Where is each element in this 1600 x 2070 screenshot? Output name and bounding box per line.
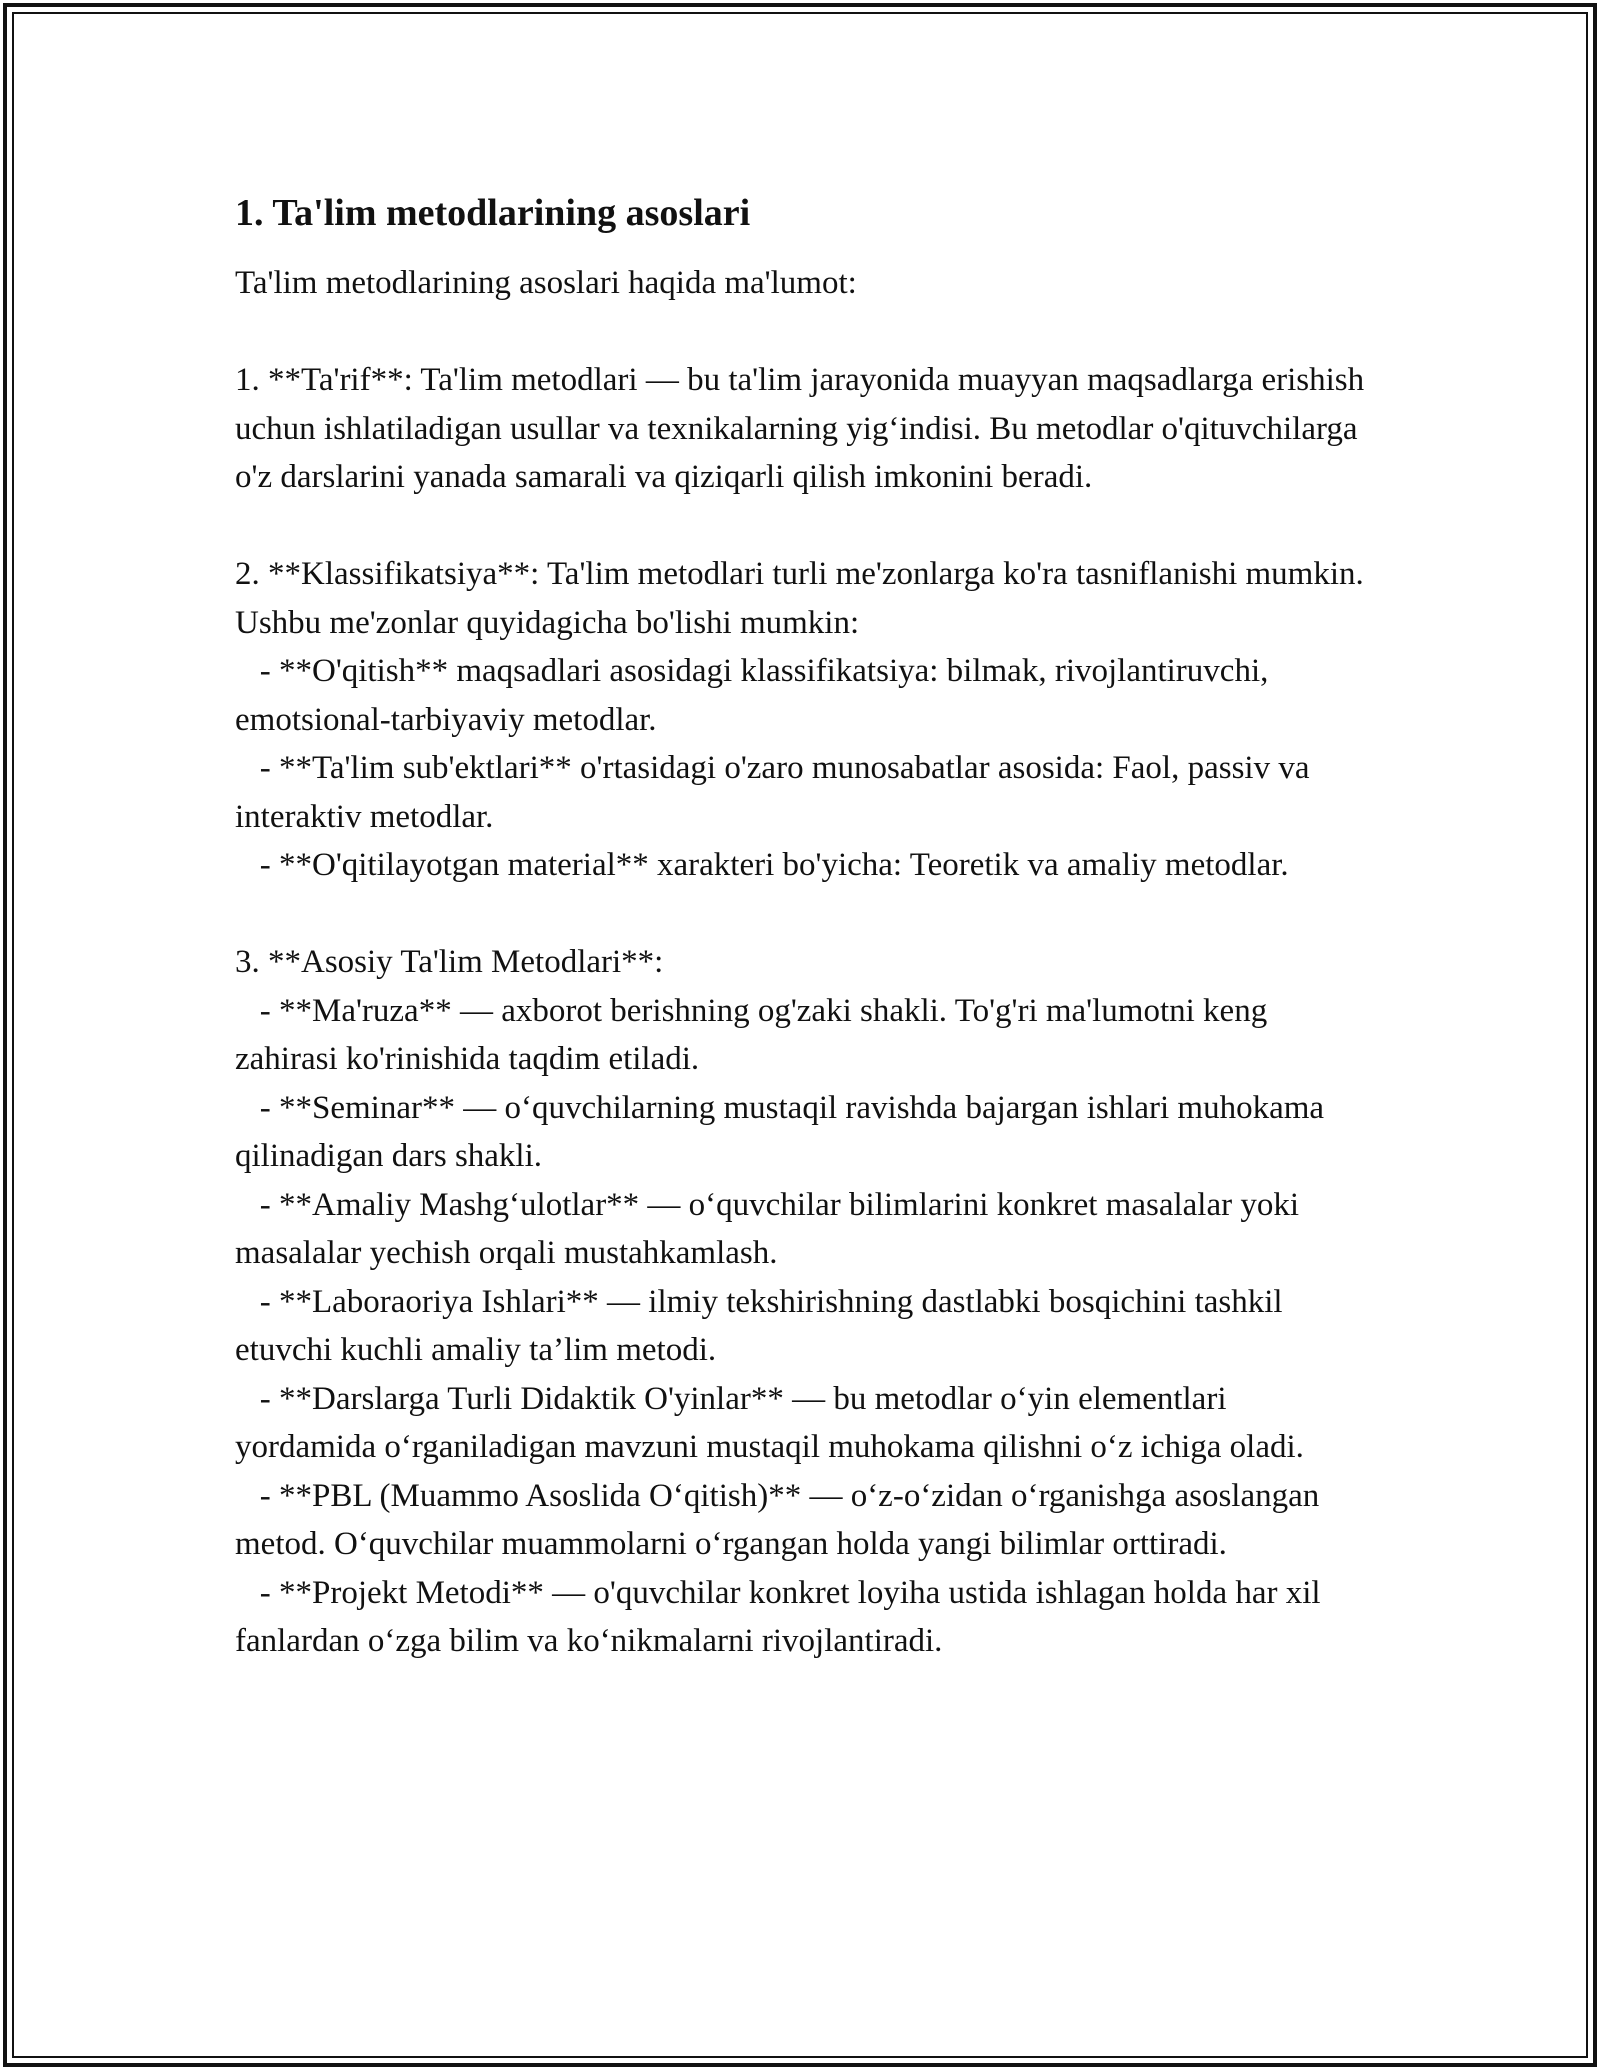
spacer [235, 308, 1365, 357]
section-2-text: 2. **Klassifikatsiya**: Ta'lim metodlari turli me'zonlarga ko'ra tasniflanishi mumkin. Ushbu me'zonlar quyidagicha bo'lishi mumkin: [235, 556, 1364, 641]
section-2-classification [235, 550, 1365, 890]
list-item-text: - **Ta'lim sub'ektlari** o'rtasidagi o'zaro munosabatlar asosida: Faol, passiv va interaktiv metodlar. [235, 750, 1310, 835]
list-item [235, 1375, 1365, 1472]
list-item-text: - **Laboraoriya Ishlari** — ilmiy tekshirishning dastlabki bosqichini tashkil etuvchi kuchli amaliy ta’lim metodi. [235, 1283, 1283, 1368]
list-item [235, 744, 1365, 841]
list-item [235, 1472, 1365, 1569]
section-1-definition [235, 356, 1365, 502]
list-item-text: - **Darslarga Turli Didaktik O'yinlar** — bu metodlar o‘yin elementlari yordamida o‘rganiladigan mavzuni mustaqil muhokama qilishni o‘z ichiga oladi. [235, 1380, 1304, 1465]
list-item [235, 1084, 1365, 1181]
list-item [235, 841, 1365, 890]
intro-paragraph: Ta'lim metodlarining asoslari haqida ma'lumot: [235, 265, 857, 301]
list-item-text: - **O'qitish** maqsadlari asosidagi klassifikatsiya: bilmak, rivojlantiruvchi, emotsional-tarbiyaviy metodlar. [235, 653, 1269, 738]
document-body [235, 185, 1365, 1666]
list-item-text: - **O'qitilayotgan material** xarakteri bo'yicha: Teoretik va amaliy metodlar. [259, 847, 1289, 883]
section-1-text: 1. **Ta'rif**: Ta'lim metodlari — bu ta'lim jarayonida muayyan maqsadlarga erishish uchun ishlatiladigan usullar va texnikalarning yig‘indisi. Bu metodlar o'qituvchilarga o'z darslarini yanada samarali va qiziqarli qilish imkonini beradi. [235, 362, 1365, 495]
list-item [235, 647, 1365, 744]
list-item [235, 1569, 1365, 1666]
list-item-text: - **Ma'ruza** — axborot berishning og'zaki shakli. To'g'ri ma'lumotni keng zahirasi ko'rinishida taqdim etiladi. [235, 992, 1268, 1077]
list-item [235, 1181, 1365, 1278]
list-item-text: - **PBL (Muammo Asoslida O‘qitish)** — o‘z-o‘zidan o‘rganishga asoslangan metod. O‘quvchilar muammolarni o‘rgangan holda yangi bilimlar orttiradi. [235, 1477, 1320, 1562]
spacer [235, 502, 1365, 551]
list-item-text: - **Projekt Metodi** — o'quvchilar konkret loyiha ustida ishlagan holda har xil fanlardan o‘zga bilim va ko‘nikmalarni rivojlantiradi. [235, 1574, 1321, 1659]
spacer [235, 890, 1365, 939]
section-3-text: 3. **Asosiy Ta'lim Metodlari**: [235, 944, 664, 980]
list-item [235, 1278, 1365, 1375]
list-item [235, 987, 1365, 1084]
list-item-text: - **Seminar** — o‘quvchilarning mustaqil ravishda bajargan ishlari muhokama qilinadigan dars shakli. [235, 1089, 1325, 1174]
section-3-main-methods [235, 938, 1365, 1666]
document-title: 1. Ta'lim metodlarining asoslari [235, 192, 751, 234]
list-item-text: - **Amaliy Mashg‘ulotlar** — o‘quvchilar bilimlarini konkret masalalar yoki masalalar yechish orqali mustahkamlash. [235, 1186, 1300, 1271]
